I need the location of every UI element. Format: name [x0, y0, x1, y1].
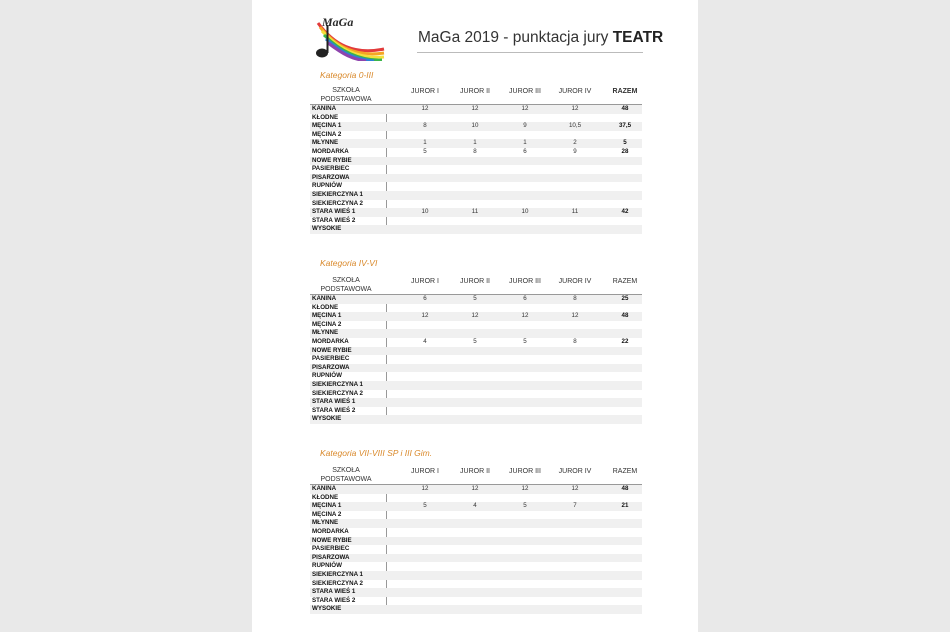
total-cell: 28	[621, 147, 629, 155]
school-name: NOWE RYBIE	[312, 156, 352, 164]
table-row	[310, 364, 642, 373]
table-row	[310, 580, 642, 589]
table-row	[310, 105, 642, 114]
title-bold: TEATR	[612, 29, 664, 46]
school-name: PISARZOWA	[312, 553, 350, 561]
table-row	[310, 372, 642, 381]
table-row	[310, 511, 642, 520]
school-name: STARA WIEŚ 2	[312, 596, 356, 604]
header-school-line2: PODSTAWOWA	[320, 476, 372, 483]
header-school	[310, 276, 382, 294]
score-cell-j1: 12	[421, 485, 429, 492]
header-juror-1: JUROR I	[411, 88, 439, 95]
school-name: MĘCINA 2	[312, 130, 342, 138]
document-page	[252, 0, 698, 632]
score-cell-j4: 8	[573, 337, 577, 345]
school-name: PISARZOWA	[312, 363, 350, 371]
score-cell-j3: 10	[521, 208, 529, 216]
total-cell: 5	[623, 139, 627, 147]
total-cell: 48	[621, 485, 629, 492]
school-name: PASIERBIEC	[312, 165, 350, 173]
table-row	[310, 494, 642, 503]
school-name: STARA WIEŚ 1	[312, 398, 356, 406]
school-name: SIEKIERCZYNA 1	[312, 190, 363, 198]
table-row	[310, 338, 642, 347]
table-row	[310, 562, 642, 571]
school-name: MŁYNNE	[312, 329, 339, 337]
header-school-line2: PODSTAWOWA	[320, 286, 372, 293]
score-cell-j3: 6	[523, 147, 527, 155]
total-cell: 48	[621, 312, 629, 320]
score-cell-j1: 10	[421, 208, 429, 216]
table-row	[310, 390, 642, 399]
score-table-0	[310, 86, 642, 234]
table-row	[310, 312, 642, 321]
school-name: MĘCINA 2	[312, 510, 342, 518]
table-row	[310, 217, 642, 226]
table-row	[310, 114, 642, 123]
header-juror-2: JUROR II	[460, 278, 490, 285]
score-cell-j1: 12	[421, 105, 429, 112]
total-cell: 22	[621, 337, 629, 345]
school-name: PASIERBIEC	[312, 545, 350, 553]
table-row	[310, 165, 642, 174]
school-name: MORDARKA	[312, 147, 349, 155]
score-cell-j2: 12	[471, 312, 479, 320]
score-cell-j1: 5	[423, 147, 427, 155]
score-cell-j1: 5	[423, 502, 427, 510]
category-title-1: Kategoria IV-VI	[320, 258, 378, 268]
table-row	[310, 381, 642, 390]
school-name: KŁODNE	[312, 113, 339, 121]
table-row	[310, 208, 642, 217]
score-cell-j2: 1	[473, 139, 477, 147]
table-row	[310, 131, 642, 140]
table-row	[310, 157, 642, 166]
table-row	[310, 588, 642, 597]
header-juror-3: JUROR III	[509, 88, 541, 95]
school-name: WYSOKIE	[312, 225, 342, 233]
school-name: SIEKIERCZYNA 1	[312, 380, 363, 388]
score-cell-j1: 4	[423, 337, 427, 345]
header-school-line2: PODSTAWOWA	[320, 96, 372, 103]
school-name: MĘCINA 2	[312, 320, 342, 328]
school-name: STARA WIEŚ 1	[312, 588, 356, 596]
header-juror-3: JUROR III	[509, 278, 541, 285]
table-row	[310, 295, 642, 304]
total-cell: 25	[621, 295, 629, 302]
score-cell-j2: 5	[473, 295, 477, 302]
score-cell-j1: 12	[421, 312, 429, 320]
school-name: RUPNIÓW	[312, 182, 342, 190]
score-cell-j4: 12	[571, 312, 579, 320]
total-cell: 48	[621, 105, 629, 112]
score-cell-j4: 11	[571, 208, 579, 216]
score-cell-j4: 12	[571, 485, 579, 492]
score-cell-j4: 8	[573, 295, 577, 302]
school-name: STARA WIEŚ 2	[312, 216, 356, 224]
header-juror-1: JUROR I	[411, 278, 439, 285]
school-name: WYSOKIE	[312, 415, 342, 423]
table-row	[310, 519, 642, 528]
school-name: NOWE RYBIE	[312, 536, 352, 544]
header-juror-1: JUROR I	[411, 468, 439, 475]
table-row	[310, 122, 642, 131]
score-table-1	[310, 276, 642, 424]
logo-text: MaGa	[322, 15, 354, 29]
school-name: NOWE RYBIE	[312, 346, 352, 354]
score-cell-j1: 1	[423, 139, 427, 147]
school-name: MŁYNNE	[312, 139, 339, 147]
score-cell-j3: 5	[523, 502, 527, 510]
score-cell-j4: 2	[573, 139, 577, 147]
score-cell-j2: 4	[473, 502, 477, 510]
header-juror-3: JUROR III	[509, 468, 541, 475]
header-school-line1: SZKOŁA	[332, 87, 360, 94]
table-row	[310, 355, 642, 364]
score-cell-j3: 12	[521, 312, 529, 320]
school-name: RUPNIÓW	[312, 372, 342, 380]
total-cell: 42	[621, 208, 629, 216]
header-juror-4: JUROR IV	[558, 278, 592, 285]
table-row	[310, 398, 642, 407]
score-cell-j2: 12	[471, 485, 479, 492]
table-row	[310, 225, 642, 234]
header-juror-4: JUROR IV	[558, 468, 592, 475]
score-cell-j3: 5	[523, 337, 527, 345]
school-name: MORDARKA	[312, 527, 349, 535]
score-cell-j2: 5	[473, 337, 477, 345]
category-title-0: Kategoria 0-III	[320, 70, 374, 80]
school-name: KANINA	[312, 485, 337, 492]
table-body	[310, 484, 642, 614]
table-row	[310, 537, 642, 546]
header-total: RAZEM	[612, 468, 638, 475]
table-row	[310, 597, 642, 606]
school-name: KŁODNE	[312, 493, 339, 501]
school-name: SIEKIERCZYNA 2	[312, 199, 363, 207]
school-name: PASIERBIEC	[312, 355, 350, 363]
school-name: SIEKIERCZYNA 2	[312, 579, 363, 587]
table-row	[310, 304, 642, 313]
score-cell-j2: 12	[471, 105, 479, 112]
table-row	[310, 605, 642, 614]
score-cell-j3: 9	[523, 122, 527, 130]
header-juror-2: JUROR II	[460, 468, 490, 475]
table-row	[310, 485, 642, 494]
score-cell-j2: 8	[473, 147, 477, 155]
score-cell-j2: 10	[471, 122, 479, 130]
header-school	[310, 466, 382, 484]
table-row	[310, 200, 642, 209]
school-name: SIEKIERCZYNA 2	[312, 389, 363, 397]
school-name: MĘCINA 1	[312, 312, 342, 320]
school-name: WYSOKIE	[312, 605, 342, 613]
score-cell-j3: 12	[521, 485, 529, 492]
score-cell-j4: 10,5	[568, 122, 582, 130]
table-row	[310, 545, 642, 554]
school-name: KŁODNE	[312, 303, 339, 311]
table-row	[310, 329, 642, 338]
school-name: PISARZOWA	[312, 173, 350, 181]
table-row	[310, 407, 642, 416]
table-row	[310, 174, 642, 183]
school-name: MĘCINA 1	[312, 122, 342, 130]
category-title-2: Kategoria VII-VIII SP i III Gim.	[320, 448, 433, 458]
table-row	[310, 139, 642, 148]
score-cell-j1: 8	[423, 122, 427, 130]
table-row	[310, 191, 642, 200]
score-cell-j4: 9	[573, 147, 577, 155]
table-header	[310, 466, 642, 484]
table-row	[310, 528, 642, 537]
header-total: RAZEM	[612, 88, 638, 95]
score-table-2	[310, 466, 642, 614]
school-name: MĘCINA 1	[312, 502, 342, 510]
maga-logo	[314, 15, 386, 61]
score-cell-j4: 7	[573, 502, 577, 510]
table-row	[310, 571, 642, 580]
score-cell-j2: 11	[471, 208, 479, 216]
school-name: STARA WIEŚ 2	[312, 406, 356, 414]
header-total: RAZEM	[612, 278, 638, 285]
header-school-line1: SZKOŁA	[332, 467, 360, 474]
school-name: KANINA	[312, 105, 337, 112]
score-cell-j4: 12	[571, 105, 579, 112]
table-header	[310, 86, 642, 104]
total-cell: 37,5	[618, 122, 632, 130]
title-divider	[417, 52, 643, 53]
header-school	[310, 86, 382, 104]
table-row	[310, 347, 642, 356]
page-title	[418, 29, 663, 47]
school-name: KANINA	[312, 295, 337, 302]
school-name: MORDARKA	[312, 337, 349, 345]
school-name: STARA WIEŚ 1	[312, 208, 356, 216]
table-row	[310, 554, 642, 563]
header-school-line1: SZKOŁA	[332, 277, 360, 284]
table-row	[310, 182, 642, 191]
table-row	[310, 502, 642, 511]
table-row	[310, 415, 642, 424]
table-header	[310, 276, 642, 294]
score-cell-j3: 12	[521, 105, 529, 112]
score-cell-j1: 6	[423, 295, 427, 302]
school-name: RUPNIÓW	[312, 562, 342, 570]
score-cell-j3: 6	[523, 295, 527, 302]
header-juror-4: JUROR IV	[558, 88, 592, 95]
table-row	[310, 321, 642, 330]
header-juror-2: JUROR II	[460, 88, 490, 95]
school-name: MŁYNNE	[312, 519, 339, 527]
title-main: MaGa 2019 - punktacja jury	[418, 29, 613, 46]
total-cell: 21	[621, 502, 629, 510]
table-body	[310, 104, 642, 234]
table-row	[310, 148, 642, 157]
school-name: SIEKIERCZYNA 1	[312, 570, 363, 578]
table-body	[310, 294, 642, 424]
score-cell-j3: 1	[523, 139, 527, 147]
